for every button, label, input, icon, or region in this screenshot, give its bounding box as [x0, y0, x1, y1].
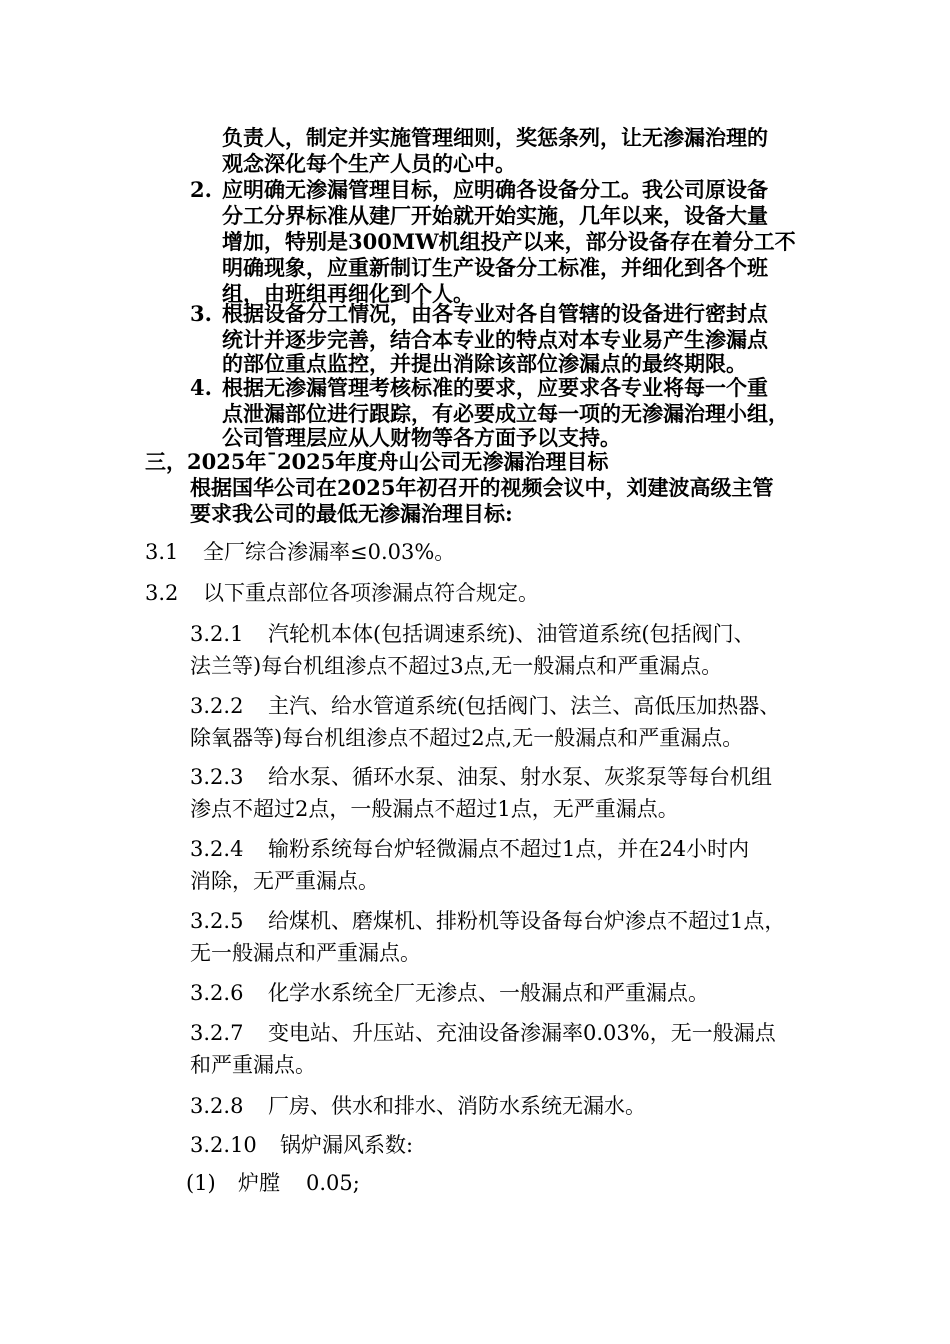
list-item-3-number: 3. [190, 301, 212, 326]
item-3-2-4-cont: 消除，无严重漏点。 [190, 869, 379, 893]
item-3-2-2-cont: 除氧器等)每台机组渗点不超过2点,无一般漏点和严重漏点。 [190, 726, 744, 750]
item-3-2-4-text: 输粉系统每台炉轻微漏点不超过1点，并在24小时内 [268, 837, 750, 861]
item-3-2-3-text: 给水泵、循环水泵、油泵、射水泵、灰浆泵等每台机组 [268, 765, 772, 789]
item-3-2-8-text: 厂房、供水和排水、消防水系统无漏水。 [268, 1094, 646, 1118]
item-3-2-6-number: 3.2.6 [190, 981, 244, 1005]
list-item-3-line-2: 统计并逐步完善，结合本专业的特点对本专业易产生渗漏点 [222, 327, 768, 352]
item-3-2-4-number: 3.2.4 [190, 837, 244, 861]
list-item-1-line-1: 负责人，制定并实施管理细则，奖惩条列，让无渗漏治理的 [222, 125, 768, 150]
item-3-2-7-cont: 和严重漏点。 [190, 1053, 316, 1077]
list-item-2-number: 2. [190, 177, 212, 202]
item-3-2-1-text: 汽轮机本体(包括调速系统)、油管道系统(包括阀门、 [268, 622, 755, 646]
item-3-2-5-cont: 无一般漏点和严重漏点。 [190, 941, 421, 965]
item-3-2-7-number: 3.2.7 [190, 1021, 244, 1045]
item-3-2-8-number: 3.2.8 [190, 1094, 244, 1118]
list-item-3-line-1: 根据设备分工情况，由各专业对各自管辖的设备进行密封点 [222, 301, 768, 326]
item-3-2-10-number: 3.2.10 [190, 1133, 257, 1157]
sub-item-1-number: (1) [186, 1171, 216, 1195]
item-3-2-1-cont: 法兰等)每台机组渗点不超过3点,无一般漏点和严重漏点。 [190, 654, 723, 678]
sub-item-1-value: 0.05; [306, 1171, 360, 1195]
item-3-2-2-text: 主汽、给水管道系统(包括阀门、法兰、高低压加热器、 [268, 694, 781, 718]
item-3-2-3-number: 3.2.3 [190, 765, 244, 789]
sub-item-1-text: 炉膛 [238, 1171, 280, 1195]
list-item-2-line-1: 应明确无渗漏管理目标，应明确各设备分工。我公司原设备 [222, 177, 768, 202]
list-item-2-line-5: 组，由班组再细化到个人。 [222, 281, 474, 306]
section-3-intro-line-1: 根据国华公司在2025年初召开的视频会议中，刘建波高级主管 [190, 475, 774, 500]
list-item-2-line-4: 明确现象，应重新制订生产设备分工标准，并细化到各个班 [222, 255, 768, 280]
list-item-1-line-2: 观念深化每个生产人员的心中。 [222, 151, 516, 176]
item-3-2-7-text: 变电站、升压站、充油设备渗漏率0.03%，无一般漏点 [268, 1021, 776, 1045]
item-3-1-number: 3.1 [145, 540, 179, 564]
item-3-1-text: 全厂综合渗漏率≤0.03%。 [203, 540, 456, 564]
item-3-2-2-number: 3.2.2 [190, 694, 244, 718]
item-3-2-3-cont: 渗点不超过2点，一般漏点不超过1点，无严重漏点。 [190, 797, 679, 821]
list-item-4-line-3: 公司管理层应从人财物等各方面予以支持。 [222, 425, 621, 450]
item-3-2-10-text: 锅炉漏风系数: [280, 1133, 414, 1157]
section-3-heading: 三，2025年¯2025年度舟山公司无渗漏治理目标 [145, 449, 609, 474]
item-3-2-number: 3.2 [145, 581, 179, 605]
item-3-2-text: 以下重点部位各项渗漏点符合规定。 [203, 581, 539, 605]
list-item-4-number: 4. [190, 375, 212, 400]
section-3-intro-line-2: 要求我公司的最低无渗漏治理目标: [190, 501, 513, 526]
list-item-2-line-2: 分工分界标准从建厂开始就开始实施，几年以来，设备大量 [222, 203, 768, 228]
list-item-3-line-3: 的部位重点监控，并提出消除该部位渗漏点的最终期限。 [222, 351, 747, 376]
item-3-2-1-number: 3.2.1 [190, 622, 244, 646]
list-item-4-line-2: 点泄漏部位进行跟踪，有必要成立每一项的无渗漏治理小组， [222, 401, 789, 426]
item-3-2-5-number: 3.2.5 [190, 909, 244, 933]
list-item-4-line-1: 根据无渗漏管理考核标准的要求，应要求各专业将每一个重 [222, 375, 768, 400]
list-item-2-line-3: 增加，特别是300MW机组投产以来，部分设备存在着分工不 [222, 229, 796, 254]
item-3-2-5-text: 给煤机、磨煤机、排粉机等设备每台炉渗点不超过1点， [268, 909, 786, 933]
item-3-2-6-text: 化学水系统全厂无渗点、一般漏点和严重漏点。 [268, 981, 709, 1005]
